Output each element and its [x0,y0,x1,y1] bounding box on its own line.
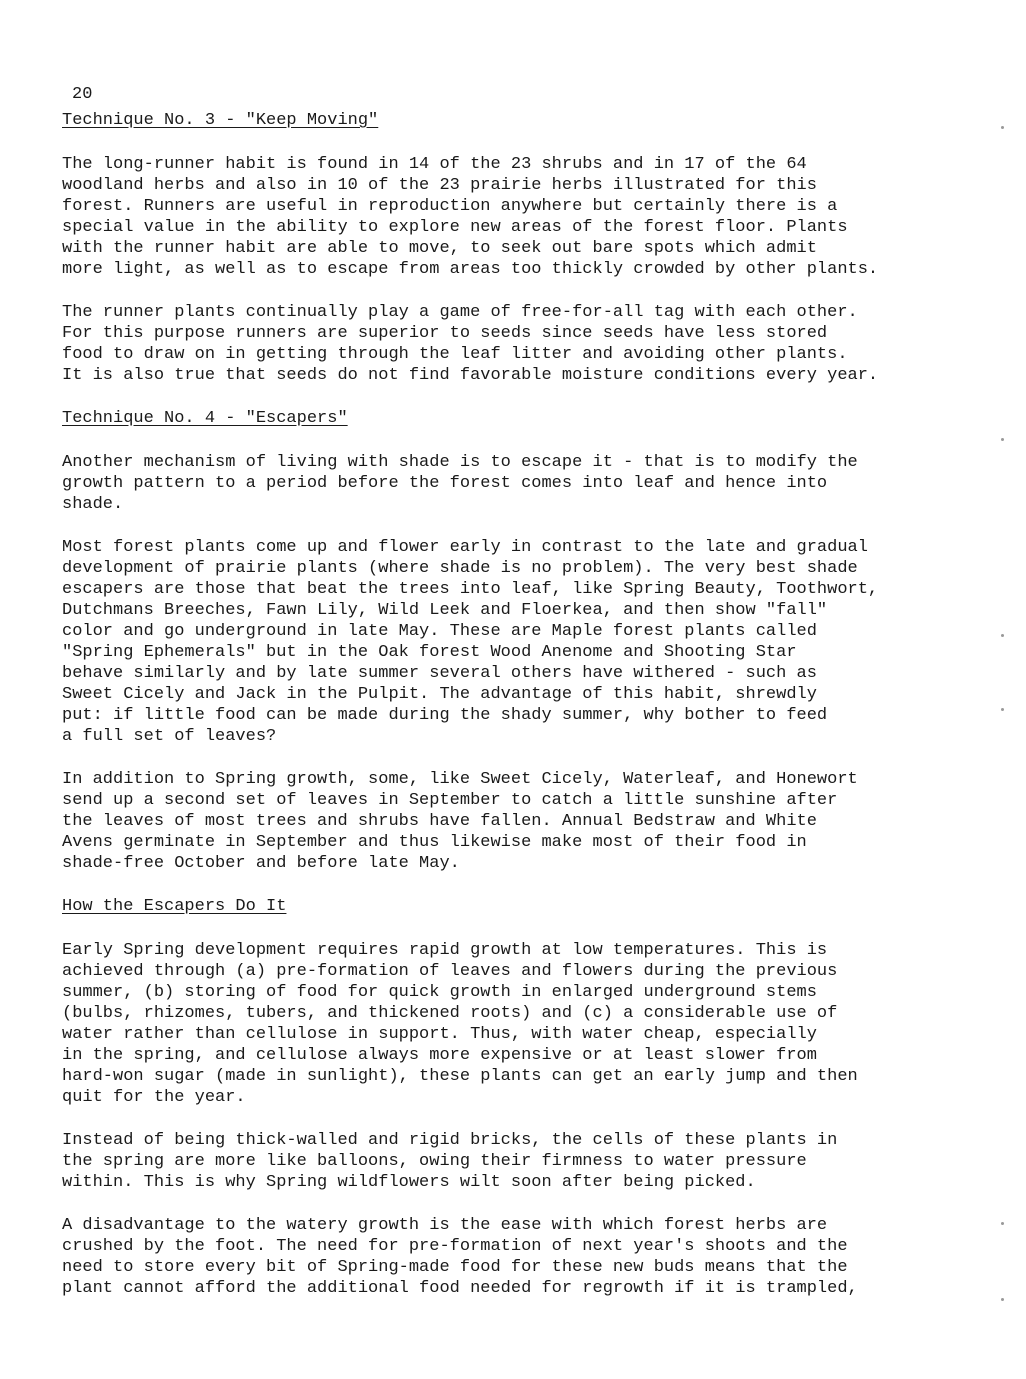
text-line: special value in the ability to explore new areas of the forest floor. Plants [62,218,848,237]
text-line: within. This is why Spring wildflowers wilt soon after being picked. [62,1173,756,1192]
section-heading: How the Escapers Do It [62,897,287,916]
text-line: Another mechanism of living with shade is to escape it - that is to modify the [62,453,858,472]
text-line: "Spring Ephemerals" but in the Oak forest Wood Anenome and Shooting Star [62,643,797,662]
text-line: Avens germinate in September and thus likewise make most of their food in [62,833,807,852]
text-line: shade-free October and before late May. [62,854,460,873]
paragraph [62,940,922,1108]
paragraph [62,537,922,747]
margin-speck [1001,126,1004,129]
text-line: summer, (b) storing of food for quick growth in enlarged underground stems [62,983,817,1002]
text-line: development of prairie plants (where shade is no problem). The very best shade [62,559,858,578]
text-line: quit for the year. [62,1088,246,1107]
text-line: crushed by the foot. The need for pre-formation of next year's shoots and the [62,1237,848,1256]
paragraph [62,452,922,515]
document-page [62,84,922,1299]
text-line: In addition to Spring growth, some, like Sweet Cicely, Waterleaf, and Honewort [62,770,858,789]
text-line: the leaves of most trees and shrubs have fallen. Annual Bedstraw and White [62,812,817,831]
page-number: 20 [72,85,93,104]
section-escapers [62,408,922,896]
text-line: in the spring, and cellulose always more expensive or at least slower from [62,1046,817,1065]
section-keep-moving [62,110,922,408]
text-line: (bulbs, rhizomes, tubers, and thickened roots) and (c) a considerable use of [62,1004,838,1023]
margin-speck [1001,1298,1004,1301]
text-line: growth pattern to a period before the forest comes into leaf and hence into [62,474,828,493]
margin-speck [1001,438,1004,441]
text-line: forest. Runners are useful in reproduction anywhere but certainly there is a [62,197,838,216]
text-line: with the runner habit are able to move, to seek out bare spots which admit [62,239,817,258]
text-line: Most forest plants come up and flower early in contrast to the late and gradual [62,538,868,557]
text-line: shade. [62,495,124,514]
paragraph [62,302,922,386]
text-line: a full set of leaves? [62,727,277,746]
text-line: A disadvantage to the watery growth is the ease with which forest herbs are [62,1216,828,1235]
text-line: need to store every bit of Spring-made food for these new buds means that the [62,1258,848,1277]
text-line: Dutchmans Breeches, Fawn Lily, Wild Leek and Floerkea, and then show "fall" [62,601,828,620]
text-line: put: if little food can be made during the shady summer, why bother to feed [62,706,828,725]
text-line: Instead of being thick-walled and rigid bricks, the cells of these plants in [62,1131,838,1150]
text-line: behave similarly and by late summer several others have withered - such as [62,664,817,683]
margin-speck [1001,708,1004,711]
text-line: food to draw on in getting through the leaf litter and avoiding other plants. [62,345,848,364]
text-line: send up a second set of leaves in September to catch a little sunshine after [62,791,838,810]
text-line: Early Spring development requires rapid growth at low temperatures. This is [62,941,828,960]
paragraph [62,1215,922,1299]
text-line: The runner plants continually play a game of free-for-all tag with each other. [62,303,858,322]
text-line: more light, as well as to escape from areas too thickly crowded by other plants. [62,260,879,279]
text-line: color and go underground in late May. These are Maple forest plants called [62,622,817,641]
section-heading: Technique No. 4 - "Escapers" [62,409,348,428]
paragraph [62,769,922,874]
text-line: For this purpose runners are superior to seeds since seeds have less stored [62,324,828,343]
text-line: plant cannot afford the additional food needed for regrowth if it is trampled, [62,1279,858,1298]
text-line: escapers are those that beat the trees into leaf, like Spring Beauty, Toothwort, [62,580,879,599]
text-line: It is also true that seeds do not find favorable moisture conditions every year. [62,366,879,385]
margin-speck [1001,634,1004,637]
text-line: hard-won sugar (made in sunlight), these plants can get an early jump and then [62,1067,858,1086]
section-how-escapers-do-it [62,896,922,1299]
text-line: the spring are more like balloons, owing their firmness to water pressure [62,1152,807,1171]
text-line: achieved through (a) pre-formation of leaves and flowers during the previous [62,962,838,981]
text-line: Sweet Cicely and Jack in the Pulpit. The advantage of this habit, shrewdly [62,685,817,704]
text-line: woodland herbs and also in 10 of the 23 prairie herbs illustrated for this [62,176,817,195]
text-line: The long-runner habit is found in 14 of the 23 shrubs and in 17 of the 64 [62,155,807,174]
section-heading: Technique No. 3 - "Keep Moving" [62,111,379,130]
paragraph [62,154,922,280]
margin-speck [1001,1222,1004,1225]
paragraph [62,1130,922,1193]
text-line: water rather than cellulose in support. Thus, with water cheap, especially [62,1025,817,1044]
